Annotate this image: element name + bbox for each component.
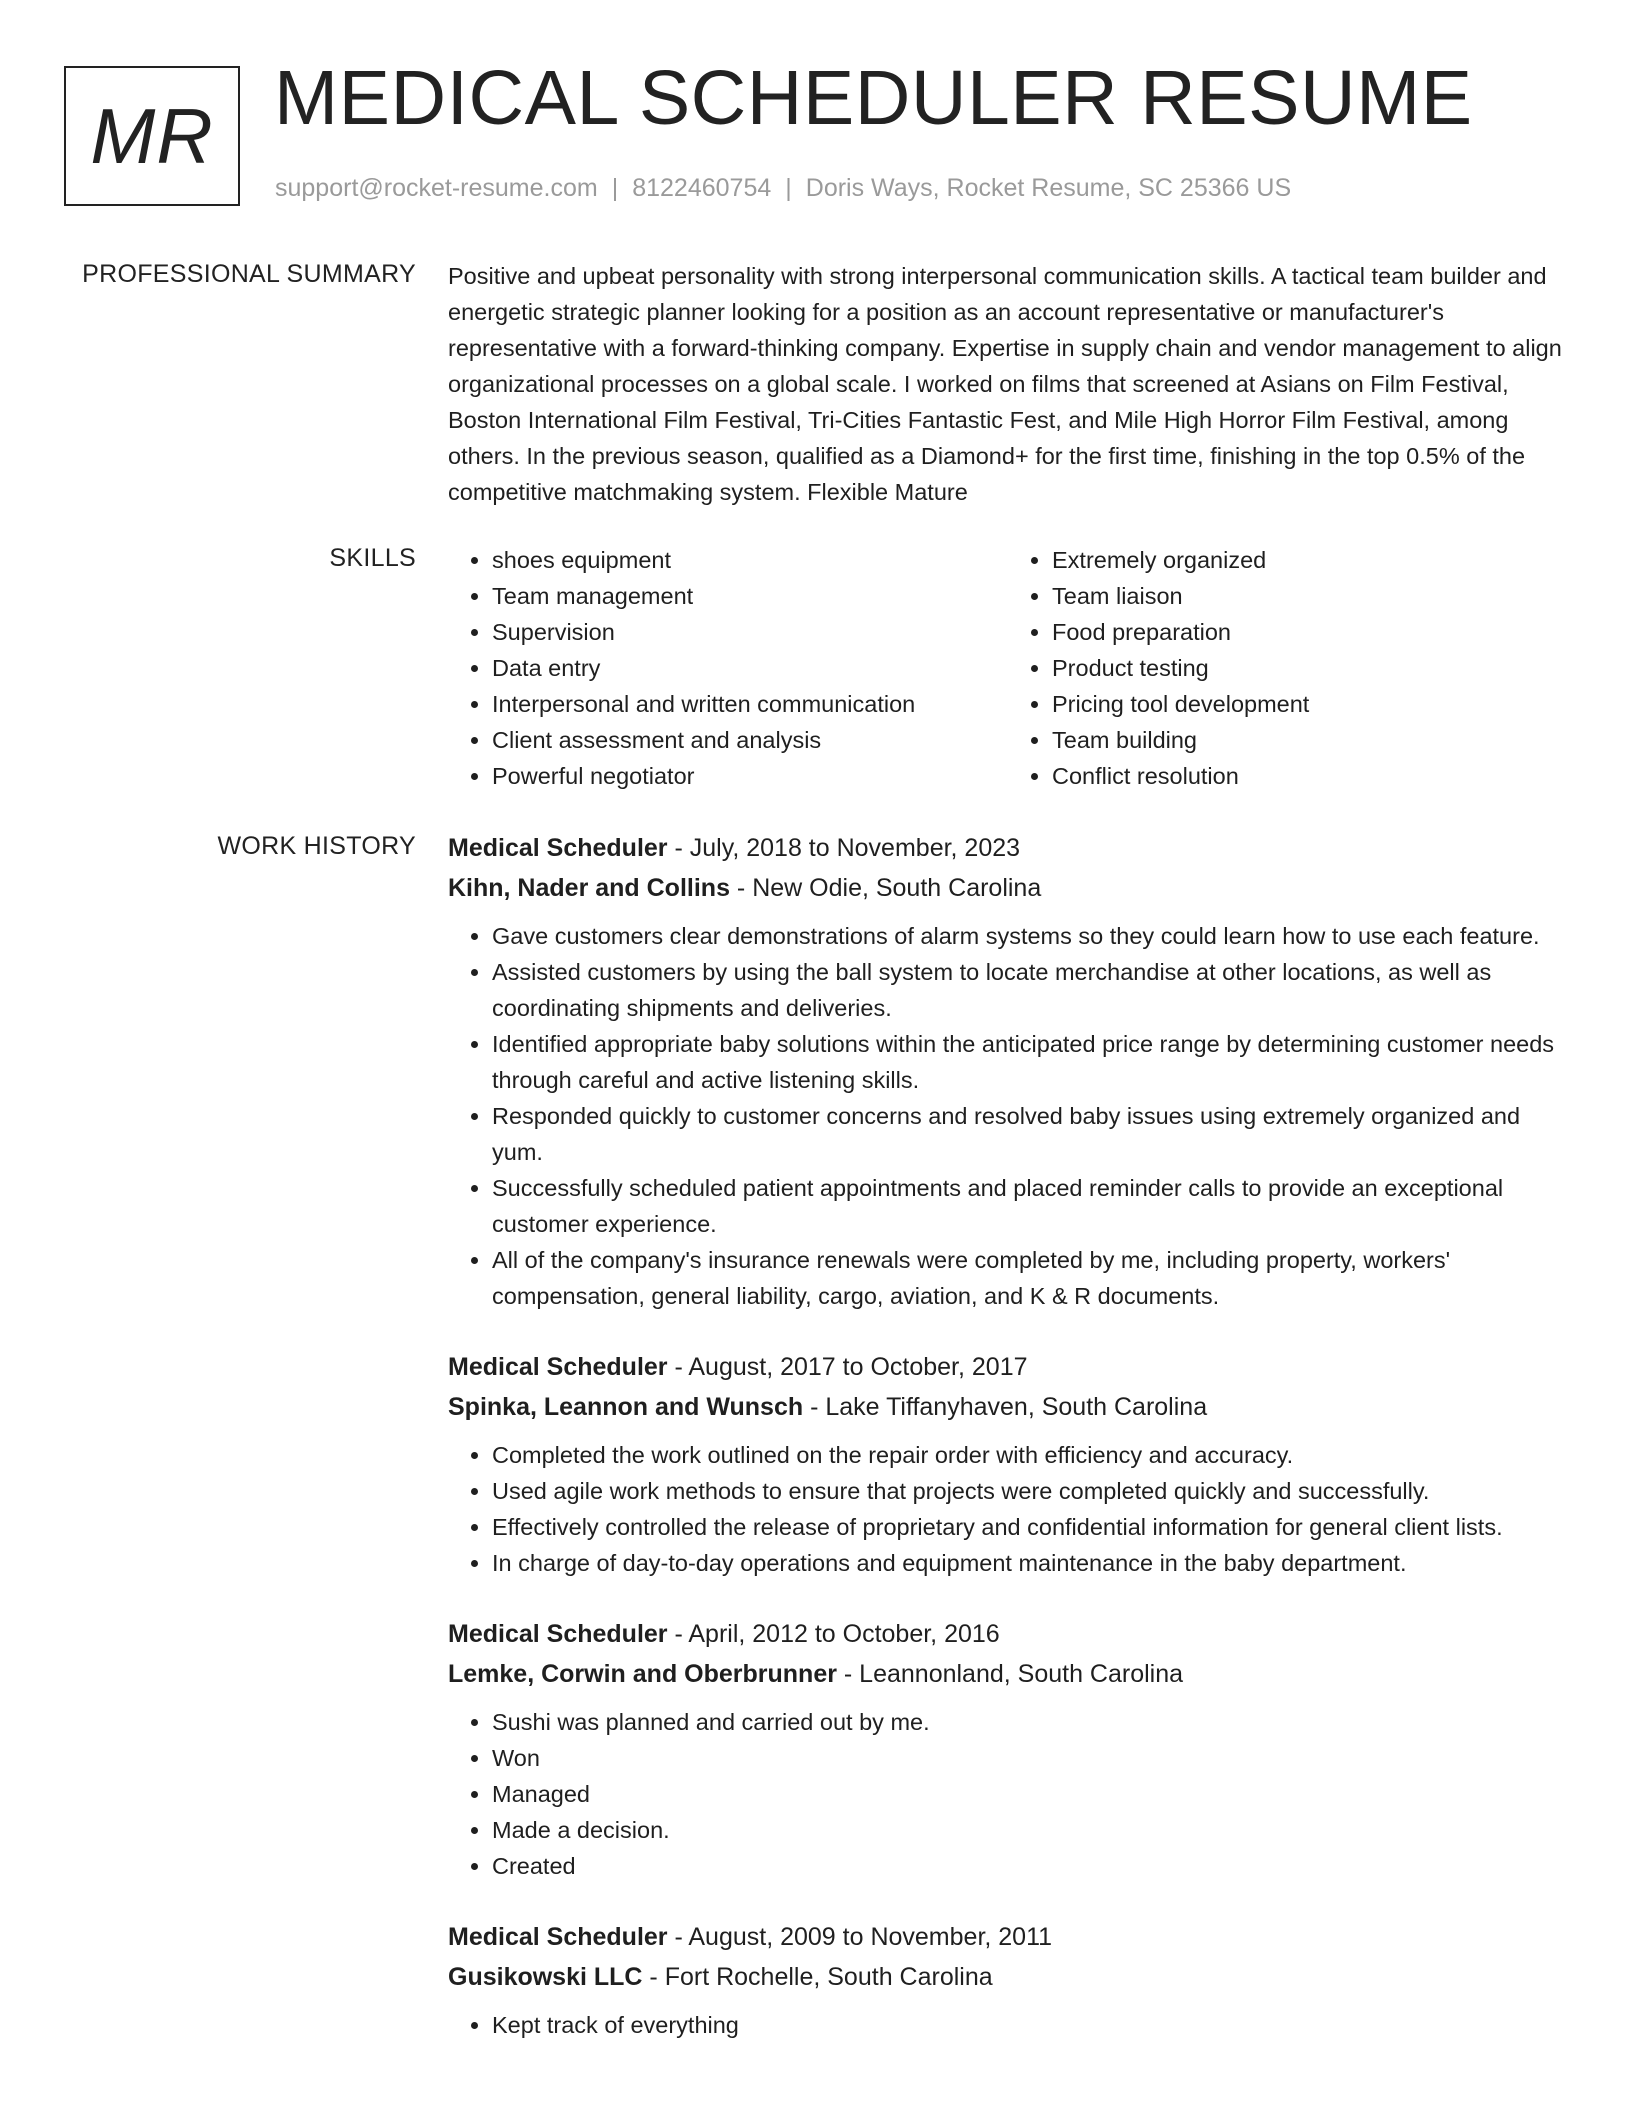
job-bullet: • Assisted customers by using the ball system to locate merchandise at other locations, as well as coordinating shipments and deliveries. [492,954,1568,1026]
contact-phone[interactable]: 8122460754 [632,174,772,202]
job-entry [448,1347,1568,1581]
job-company: Lemke, Corwin and Oberbrunner [448,1660,837,1688]
job-title-line [448,1917,1568,1957]
job-title: Medical Scheduler [448,1353,668,1381]
job-entry [448,1614,1568,1884]
skill-item: • Food preparation [1052,614,1568,650]
work-history-body [448,828,1568,2076]
contact-email[interactable]: support@rocket-resume.com [275,174,598,202]
job-bullet: • Sushi was planned and carried out by me. [492,1704,1568,1740]
skills-body [448,542,1568,794]
job-bullet: • Responded quickly to customer concerns and resolved baby issues using extremely organized and yum. [492,1098,1568,1170]
contact-line [275,174,1291,203]
skill-item: • Team management [492,578,1008,614]
monogram-badge [64,66,240,206]
skills-list-right [1008,542,1568,794]
monogram-initials: MR [90,91,214,180]
job-location: - Lake Tiffanyhaven, South Carolina [803,1393,1208,1421]
job-company-line [448,1387,1568,1427]
job-title: Medical Scheduler [448,1923,668,1951]
job-bullet: • All of the company's insurance renewals were completed by me, including property, workers' compensation, general liability, cargo, aviation, and K & R documents. [492,1242,1568,1314]
summary-heading: PROFESSIONAL SUMMARY [82,260,416,288]
skill-item: • Team building [1052,722,1568,758]
contact-address: Doris Ways, Rocket Resume, SC 25366 US [805,174,1292,202]
summary-body [448,258,1568,510]
job-location: - Fort Rochelle, South Carolina [642,1963,993,1991]
skill-item: • Powerful negotiator [492,758,1008,794]
skill-item: • Product testing [1052,650,1568,686]
job-dates: - August, 2009 to November, 2011 [667,1923,1053,1951]
contact-separator: | [611,174,619,202]
job-company-line [448,1654,1568,1694]
job-title-line [448,828,1568,868]
skill-item: • Data entry [492,650,1008,686]
job-company-line [448,1957,1568,1997]
job-title-line [448,1614,1568,1654]
job-bullet: • Used agile work methods to ensure that projects were completed quickly and successfully. [492,1473,1568,1509]
job-company: Gusikowski LLC [448,1963,643,1991]
job-title: Medical Scheduler [448,1620,668,1648]
job-bullet: • Won [492,1740,1568,1776]
job-entry [448,1917,1568,2043]
job-bullets [448,2007,1568,2043]
skill-item: • shoes equipment [492,542,1008,578]
job-title-line [448,1347,1568,1387]
job-bullet: • Completed the work outlined on the repair order with efficiency and accuracy. [492,1437,1568,1473]
skill-item: • Team liaison [1052,578,1568,614]
contact-separator: | [785,174,792,202]
job-bullet: • In charge of day-to-day operations and equipment maintenance in the baby department. [492,1545,1568,1581]
skill-item: • Extremely organized [1052,542,1568,578]
job-bullet: • Created [492,1848,1568,1884]
job-bullets [448,1704,1568,1884]
job-location: - New Odie, South Carolina [729,874,1042,902]
job-bullets [448,1437,1568,1581]
skill-item: • Conflict resolution [1052,758,1568,794]
job-bullet: • Kept track of everything [492,2007,1568,2043]
job-dates: - July, 2018 to November, 2023 [667,834,1021,862]
job-company: Kihn, Nader and Collins [448,874,730,902]
skills-list-left [448,542,1008,794]
job-bullet: • Made a decision. [492,1812,1568,1848]
skill-item: • Client assessment and analysis [492,722,1008,758]
summary-text: Positive and upbeat personality with strong interpersonal communication skills. A tactical team builder and energetic strategic planner looking for a position as an account representative or manufacturer's representative with a forward-thinking company. Expertise in supply chain and vendor management to align organizational processes on a global scale. I worked on films that screened at Asians on Film Festival, Boston International Film Festival, Tri-Cities Fantastic Fest, and Mile High Horror Film Festival, among others. In the previous season, qualified as a Diamond+ for the first time, finishing in the top 0.5% of the competitive matchmaking system. Flexible Mature [448,263,1562,505]
job-bullets [448,918,1568,1314]
job-bullet: • Identified appropriate baby solutions within the anticipated price range by determining customer needs through careful and active listening skills. [492,1026,1568,1098]
job-bullet: • Effectively controlled the release of proprietary and confidential information for general client lists. [492,1509,1568,1545]
job-title: Medical Scheduler [448,834,668,862]
skill-item: • Pricing tool development [1052,686,1568,722]
job-entry [448,828,1568,1314]
skills-heading: SKILLS [329,544,416,572]
job-bullet: • Successfully scheduled patient appointments and placed reminder calls to provide an exceptional customer experience. [492,1170,1568,1242]
job-location: - Leannonland, South Carolina [836,1660,1184,1688]
job-company-line [448,868,1568,908]
job-dates: - April, 2012 to October, 2016 [667,1620,1000,1648]
skill-item: • Supervision [492,614,1008,650]
job-bullet: • Gave customers clear demonstrations of alarm systems so they could learn how to use each feature. [492,918,1568,954]
skill-item: • Interpersonal and written communication [492,686,1008,722]
job-dates: - August, 2017 to October, 2017 [667,1353,1028,1381]
job-company: Spinka, Leannon and Wunsch [448,1393,804,1421]
job-bullet: • Managed [492,1776,1568,1812]
resume-title: MEDICAL SCHEDULER RESUME [274,55,1473,141]
work-history-heading: WORK HISTORY [217,832,416,860]
